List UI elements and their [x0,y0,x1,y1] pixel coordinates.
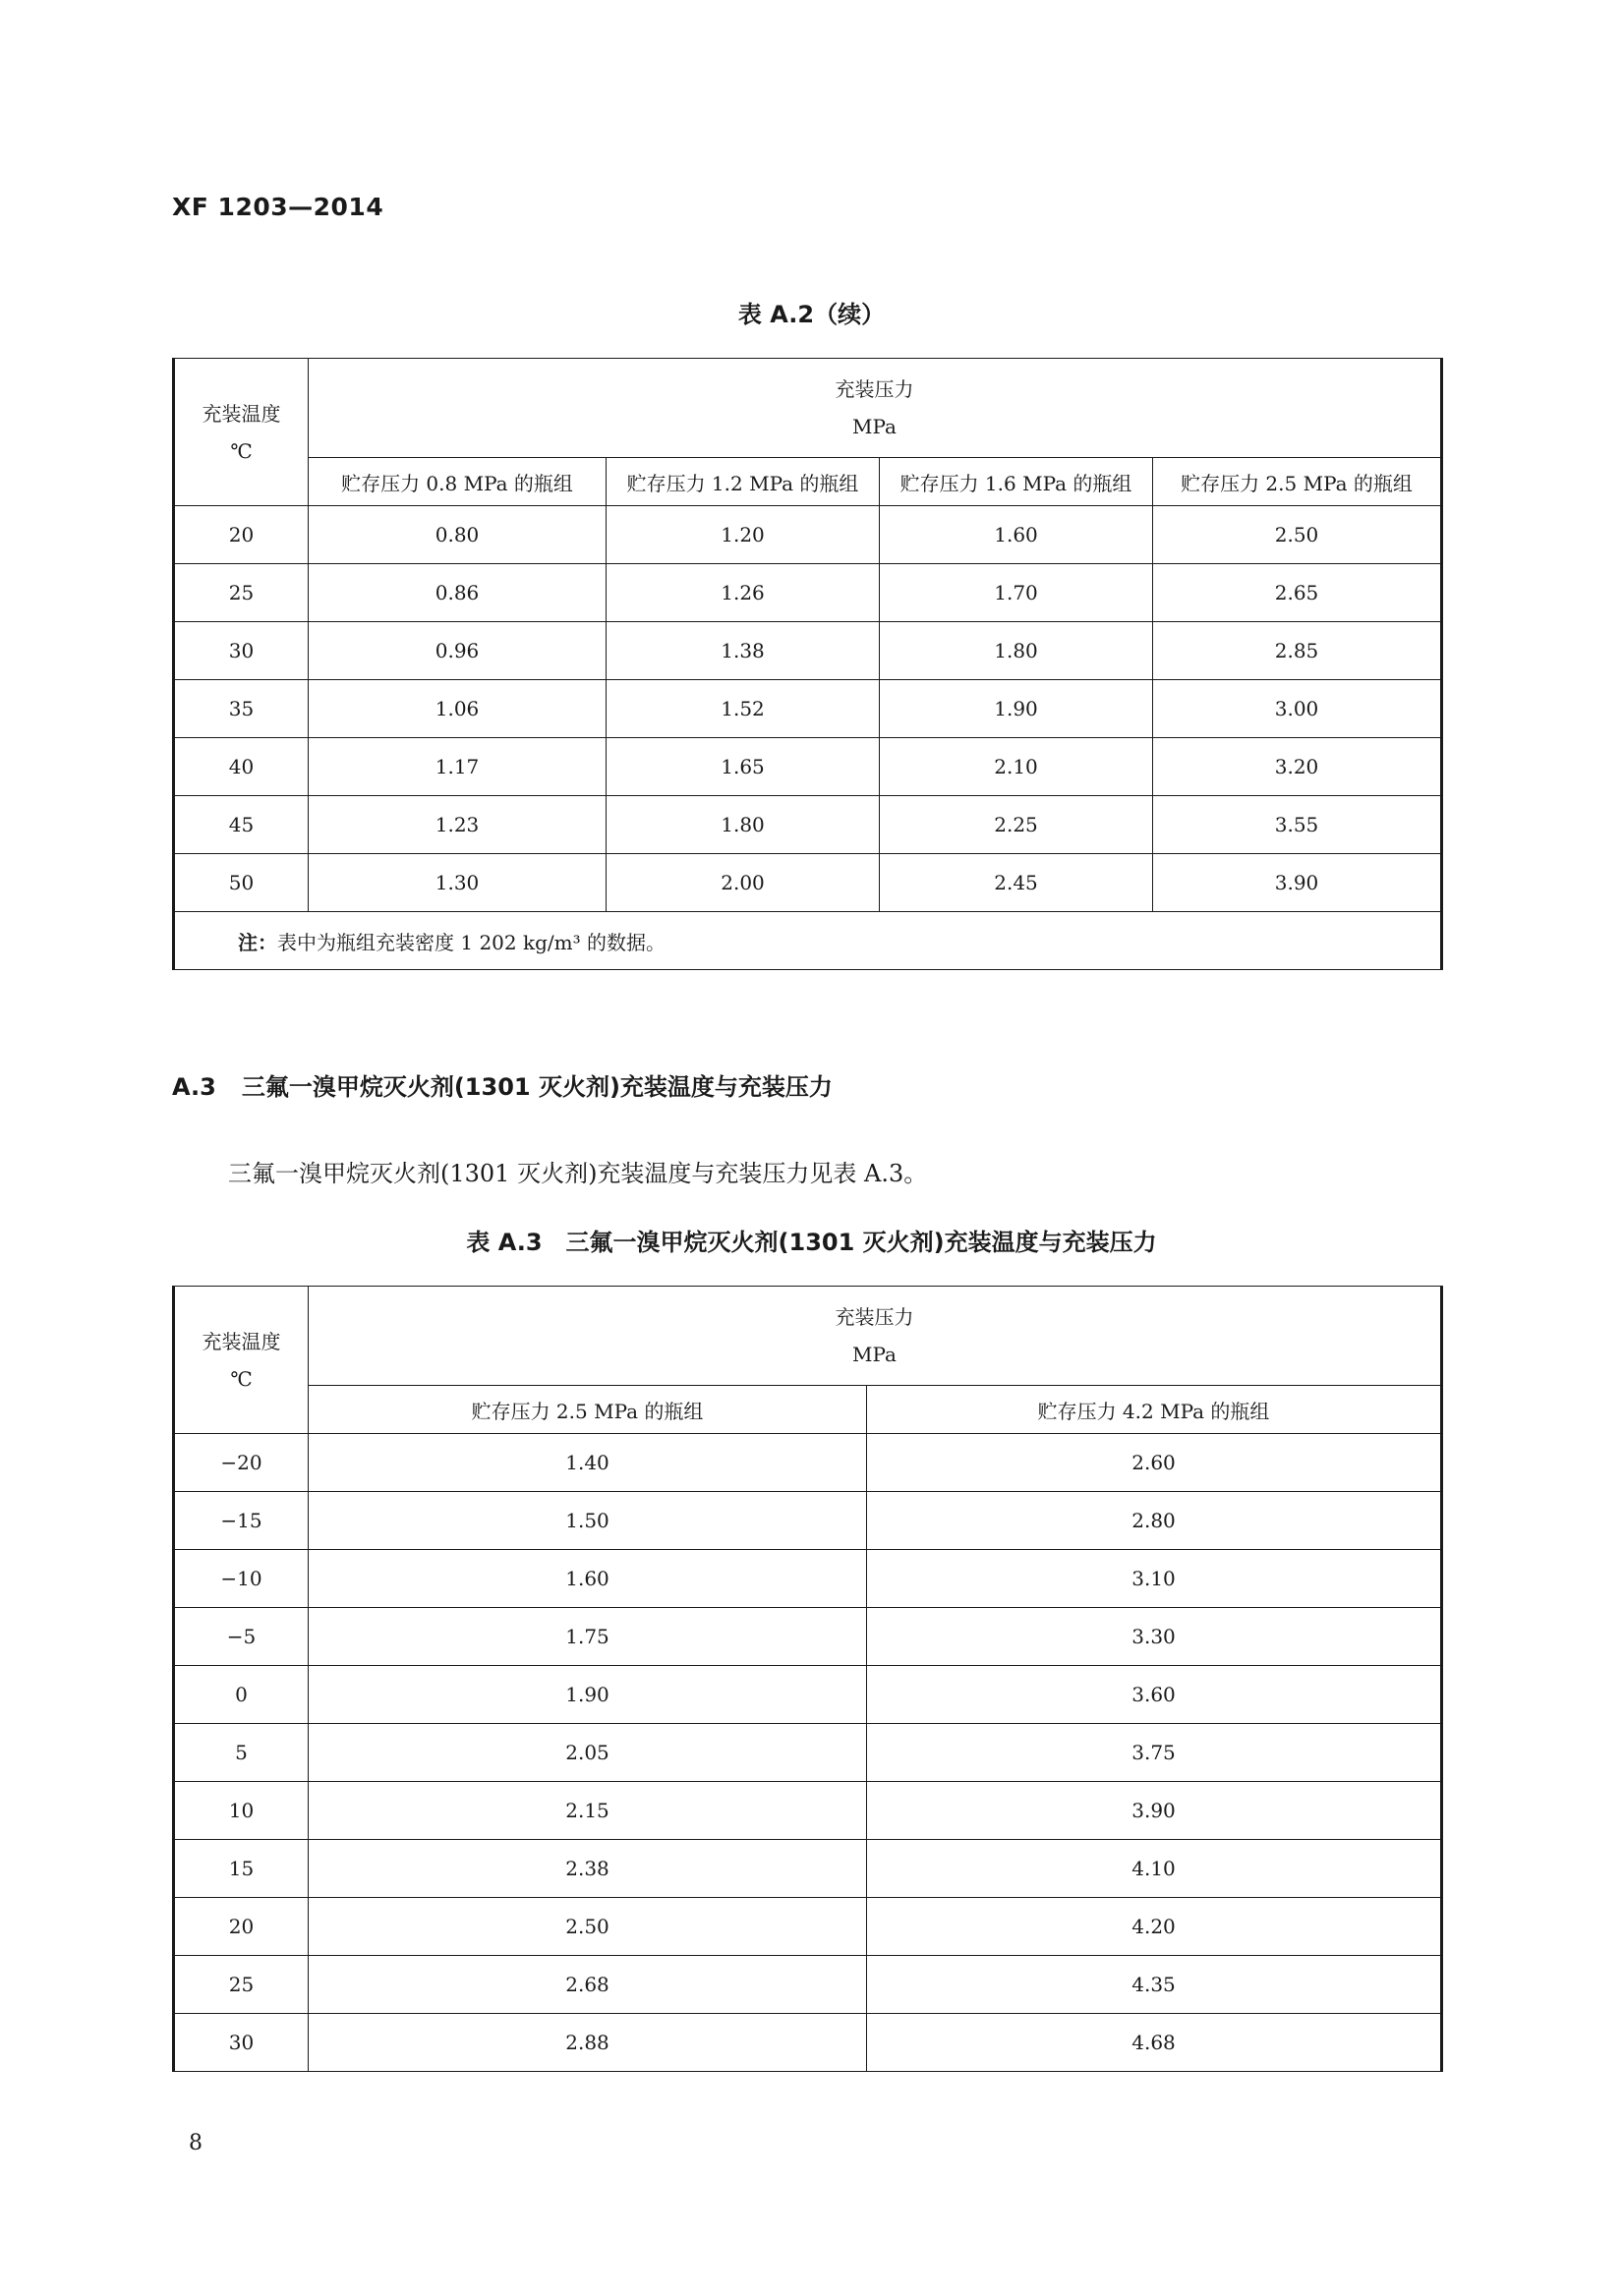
temp-cell: 10 [174,1782,309,1840]
table-row [174,738,1442,796]
table-a2 [172,358,1443,970]
pressure-group-header [309,359,1442,458]
value-cell: 2.88 [309,2014,867,2072]
value-cell: 3.30 [867,1608,1442,1666]
note-label: 注： [238,930,277,954]
value-cell: 4.10 [867,1840,1442,1898]
table-row [174,1434,1442,1492]
section-number: A.3 [172,1073,216,1101]
temp-cell: 25 [174,564,309,622]
temp-cell: 5 [174,1724,309,1782]
value-cell: 2.00 [607,854,880,912]
value-cell: 1.90 [880,680,1153,738]
value-cell: 2.65 [1153,564,1442,622]
column-header: 贮存压力 1.6 MPa 的瓶组 [880,458,1153,506]
value-cell: 3.60 [867,1666,1442,1724]
pressure-group-label: 充装压力 [835,1305,914,1329]
table-row [174,564,1442,622]
table-note-row [174,912,1442,970]
table-row [174,1492,1442,1550]
temp-cell: 45 [174,796,309,854]
value-cell: 1.60 [880,506,1153,564]
value-cell: 2.68 [309,1956,867,2014]
column-header: 贮存压力 4.2 MPa 的瓶组 [867,1386,1442,1434]
table-row [174,796,1442,854]
temp-cell: −15 [174,1492,309,1550]
table-row [174,854,1442,912]
table-row [174,1724,1442,1782]
table-row [174,1782,1442,1840]
temp-cell: 20 [174,1898,309,1956]
table-row [174,506,1442,564]
value-cell: 4.35 [867,1956,1442,2014]
value-cell: 4.68 [867,2014,1442,2072]
pressure-group-header [309,1287,1442,1386]
value-cell: 3.10 [867,1550,1442,1608]
value-cell: 1.60 [309,1550,867,1608]
value-cell: 1.80 [880,622,1153,680]
value-cell: 1.26 [607,564,880,622]
column-header: 贮存压力 2.5 MPa 的瓶组 [309,1386,867,1434]
value-cell: 1.70 [880,564,1153,622]
value-cell: 0.80 [309,506,607,564]
table-row [174,1840,1442,1898]
temp-cell: −10 [174,1550,309,1608]
page-number: 8 [189,2131,203,2155]
value-cell: 3.55 [1153,796,1442,854]
value-cell: 2.15 [309,1782,867,1840]
value-cell: 3.20 [1153,738,1442,796]
value-cell: 1.20 [607,506,880,564]
value-cell: 1.17 [309,738,607,796]
temp-header-unit: ℃ [230,438,253,463]
value-cell: 2.25 [880,796,1153,854]
table-note [174,912,1442,970]
section-paragraph: 三氟一溴甲烷灭火剂(1301 灭火剂)充装温度与充装压力见表 A.3。 [228,1160,928,1187]
column-header: 贮存压力 2.5 MPa 的瓶组 [1153,458,1442,506]
temp-cell: −20 [174,1434,309,1492]
value-cell: 1.06 [309,680,607,738]
value-cell: 1.40 [309,1434,867,1492]
temp-header-label: 充装温度 [202,401,281,426]
value-cell: 0.86 [309,564,607,622]
value-cell: 1.90 [309,1666,867,1724]
value-cell: 1.75 [309,1608,867,1666]
table-row [174,1956,1442,2014]
temp-cell: 0 [174,1666,309,1724]
value-cell: 2.80 [867,1492,1442,1550]
temp-cell: −5 [174,1608,309,1666]
value-cell: 2.60 [867,1434,1442,1492]
temp-cell: 50 [174,854,309,912]
temp-header [174,1287,309,1434]
section-title: 三氟一溴甲烷灭火剂(1301 灭火剂)充装温度与充装压力 [241,1073,833,1101]
value-cell: 1.38 [607,622,880,680]
temp-cell: 30 [174,622,309,680]
value-cell: 2.05 [309,1724,867,1782]
table-row [174,2014,1442,2072]
temp-header [174,359,309,506]
value-cell: 2.50 [309,1898,867,1956]
note-text: 表中为瓶组充装密度 1 202 kg/m³ 的数据。 [277,930,666,954]
table-row [174,1666,1442,1724]
temp-cell: 35 [174,680,309,738]
table-a2-caption: 表 A.2（续） [737,301,886,328]
value-cell: 3.90 [1153,854,1442,912]
column-header: 贮存压力 0.8 MPa 的瓶组 [309,458,607,506]
value-cell: 1.65 [607,738,880,796]
pressure-group-unit: MPa [852,1343,897,1366]
temp-cell: 30 [174,2014,309,2072]
value-cell: 2.10 [880,738,1153,796]
table-a3 [172,1286,1443,2072]
temp-cell: 25 [174,1956,309,2014]
value-cell: 1.52 [607,680,880,738]
value-cell: 1.50 [309,1492,867,1550]
value-cell: 2.45 [880,854,1153,912]
column-header: 贮存压力 1.2 MPa 的瓶组 [607,458,880,506]
value-cell: 2.38 [309,1840,867,1898]
temp-cell: 40 [174,738,309,796]
standard-code: XF 1203—2014 [172,193,384,221]
value-cell: 2.50 [1153,506,1442,564]
value-cell: 1.30 [309,854,607,912]
pressure-group-unit: MPa [852,415,897,438]
temp-header-unit: ℃ [230,1366,253,1391]
value-cell: 0.96 [309,622,607,680]
value-cell: 2.85 [1153,622,1442,680]
value-cell: 3.00 [1153,680,1442,738]
value-cell: 4.20 [867,1898,1442,1956]
section-heading [172,1067,833,1102]
table-row [174,1550,1442,1608]
table-row [174,622,1442,680]
value-cell: 1.80 [607,796,880,854]
table-row [174,680,1442,738]
value-cell: 3.90 [867,1782,1442,1840]
temp-cell: 15 [174,1840,309,1898]
temp-header-label: 充装温度 [202,1329,281,1353]
table-row [174,1898,1442,1956]
temp-cell: 20 [174,506,309,564]
value-cell: 1.23 [309,796,607,854]
value-cell: 3.75 [867,1724,1442,1782]
table-a3-caption: 表 A.3 三氟一溴甲烷灭火剂(1301 灭火剂)充装温度与充装压力 [466,1229,1157,1256]
table-row [174,1608,1442,1666]
pressure-group-label: 充装压力 [835,377,914,401]
